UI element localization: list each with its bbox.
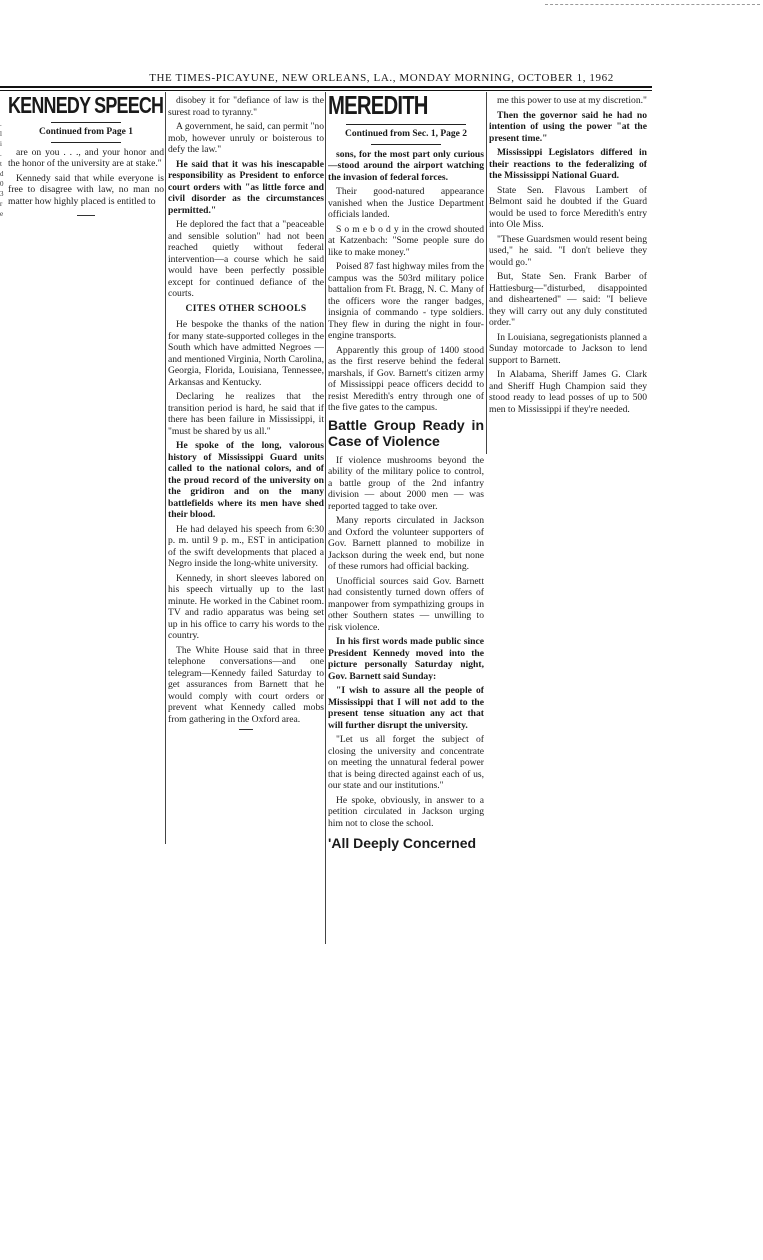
article-paragraph: "Let us all forget the subject of closing the university and concentrate on meeting the unnatural federal power that is being directed against each of us, our state and our institutions." — [328, 734, 484, 791]
gutter-mark: . — [0, 150, 2, 158]
headline-rule — [346, 124, 466, 125]
continued-rule — [51, 142, 121, 143]
continued-line: Continued from Page 1 — [38, 127, 134, 137]
column-3 — [328, 92, 484, 952]
column-divider — [486, 92, 487, 454]
column-divider — [325, 92, 326, 944]
column-4-body — [489, 95, 647, 415]
end-mark — [77, 215, 95, 216]
article-paragraph: Apparently this group of 1400 stood as the first reserve behind the federal marshals, if Gov. Barnett's citizen army of Mississippi peace officers decidd to resist Meredith's entry through one of the five gates to the campus. — [328, 344, 484, 413]
masthead-rule — [0, 86, 652, 91]
column-2-body-continued — [168, 319, 324, 725]
article-paragraph: In his first words made public since President Kennedy moved into the picture personally Saturday night, Gov. Barnett said Sunday: — [328, 636, 484, 682]
article-paragraph: The White House said that in three telephone conversations—and one telegram—Kennedy failed Saturday to get assurances from Barnett that he would comply with court orders or prevent what Kennedy called mobs from gathering in the Oxford area. — [168, 644, 324, 725]
gutter-mark: 0 — [0, 180, 4, 188]
article-paragraph: "These Guardsmen would resent being used," he said. "I don't believe they would go." — [489, 233, 647, 268]
article-paragraph: me this power to use at my discretion." — [497, 95, 647, 106]
article-paragraph: He spoke of the long, valorous history of Mississippi Guard units called to the national colors, and of the proud record of the university on the gridiron and on the many battlefields where its men have shed their blood. — [168, 440, 324, 520]
gutter-mark: d — [0, 170, 4, 178]
gutter-mark: . — [0, 120, 2, 128]
continued-rule — [371, 144, 441, 145]
article-paragraph: He bespoke the thanks of the nation for many state-supported colleges in the South which have admitted Negroes — and mentioned Virginia, North Carolina, Georgia, Florida, Louisiana, Tennessee, Arkansas and Kentucky. — [168, 319, 324, 388]
article-paragraph: Kennedy said that while everyone is free to disagree with law, no man no matter how highly placed is entitled to — [8, 172, 164, 207]
column-4 — [489, 95, 647, 455]
article-paragraph: "I wish to assure all the people of Mississippi that I will not add to the present tense situation any act that will further disrupt the university. — [328, 685, 484, 731]
gutter-mark: e — [0, 210, 4, 218]
headline-rule — [51, 122, 121, 123]
article-paragraph: In Alabama, Sheriff James G. Clark and Sheriff Hugh Champion said they stood ready to lead posses of up to 500 men to Mississippi if they're needed. — [489, 369, 647, 415]
top-dashed-rule — [545, 4, 760, 5]
column-2 — [168, 95, 324, 865]
article-paragraph: But, State Sen. Frank Barber of Hattiesburg—"disturbed, disappointed and disheartened" — said: "I believe they will carry out any duly constituted order." — [489, 271, 647, 328]
subhead-cites-other-schools: CITES OTHER SCHOOLS — [185, 303, 307, 314]
article-paragraph: Declaring he realizes that the transition period is hard, he said that if there has been failure in Mississippi, it "must be shared by us all." — [168, 391, 324, 437]
article-paragraph: State Sen. Flavous Lambert of Belmont said he doubted if the Guard would be used to force Meredith's entry into Ole Miss. — [489, 184, 647, 230]
article-paragraph: Poised 87 fast highway miles from the campus was the 503rd military police battalion from Ft. Bragg, N. C. Many of the officers wore the ranger badges, insignia of commando - type soldiers. They flew in during the night in four-engine transports. — [328, 261, 484, 341]
left-gutter-marks — [0, 120, 8, 220]
continued-line: Continued from Sec. 1, Page 2 — [345, 129, 467, 139]
column-1-body — [8, 147, 164, 208]
article-paragraph: If violence mushrooms beyond the ability of the military police to control, a battle group of the 2nd infantry division — about 2000 men — was reported tagged to take over. — [328, 454, 484, 512]
article-paragraph: A government, he said, can permit "no mob, however unruly or boisterous to defy the law." — [168, 121, 324, 155]
headline-meredith: MEREDITH — [328, 92, 428, 120]
article-paragraph: He had delayed his speech from 6:30 p. m. until 9 p. m., EST in anticipation of the swift developments that placed a Negro inside the long-white university. — [168, 523, 324, 569]
article-paragraph: Many reports circulated in Jackson and Oxford the volunteer supporters of Gov. Barnett planned to mobilize in Jackson during the week end, but none of these rumors had official backing. — [328, 515, 484, 572]
gutter-mark: t — [0, 160, 2, 168]
article-paragraph: He spoke, obviously, in answer to a petition circulated in Jackson urging him not to close the school. — [328, 794, 484, 829]
article-paragraph: He said that it was his inescapable responsibility as President to enforce court orders with "as little force and civil disorder as the circumstances permitted." — [168, 158, 324, 216]
article-paragraph: sons, for the most part only curious—stood around the airport watching the invasion of federal forces. — [328, 148, 484, 183]
gutter-mark: r — [0, 200, 3, 208]
column-1 — [8, 92, 164, 262]
masthead: THE TIMES-PICAYUNE, NEW ORLEANS, LA., MONDAY MORNING, OCTOBER 1, 1962 — [149, 72, 614, 84]
article-paragraph: disobey it for "defiance of law is the surest road to tyranny." — [168, 95, 324, 118]
article-paragraph: are on you . . ., and your honor and the honor of the university are at stake." — [8, 146, 164, 169]
column-2-body — [168, 95, 324, 300]
article-paragraph: Then the governor said he had no intention of using the power "at the present time." — [489, 109, 647, 144]
article-paragraph: S o m e b o d y in the crowd shouted at Katzenbach: "Some people sure do like to make money." — [328, 223, 484, 258]
column-divider — [165, 92, 166, 844]
article-paragraph: In Louisiana, segregationists planned a Sunday motorcade to Jackson to lend support to Barnett. — [489, 331, 647, 366]
gutter-mark: i — [0, 140, 2, 148]
article-paragraph: Their good-natured appearance vanished when the Justice Department officials landed. — [328, 186, 484, 220]
column-3-body — [328, 149, 484, 414]
end-mark — [239, 729, 253, 730]
article-paragraph: Unofficial sources said Gov. Barnett had consistently turned down offers of manpower from sympathizing groups in other Southern states — unwilling to risk violence. — [328, 575, 484, 633]
headline-kennedy-speech: KENNEDY SPEECH — [8, 92, 164, 118]
gutter-mark: l — [0, 130, 2, 138]
section-head-all-deeply-concerned: 'All Deeply Concerned — [328, 835, 477, 851]
column-3-body-continued — [328, 455, 484, 830]
article-paragraph: Mississippi Legislators differed in their reactions to the federalizing of the Mississippi National Guard. — [489, 147, 647, 181]
gutter-mark: 3 — [0, 190, 4, 198]
section-head-battle-group: Battle Group Ready in Case of Violence — [328, 416, 484, 449]
article-paragraph: He deplored the fact that a "peaceable and sensible solution" had not been reached quietly without federal intervention—a course which he said would have been perfectly possible except for continued defiance of the courts. — [168, 219, 324, 299]
article-paragraph: Kennedy, in short sleeves labored on his speech virtually up to the last minute. He worked in the Cabinet room. TV and radio apparatus was being set up in his office to carry his words to the country. — [168, 572, 324, 641]
